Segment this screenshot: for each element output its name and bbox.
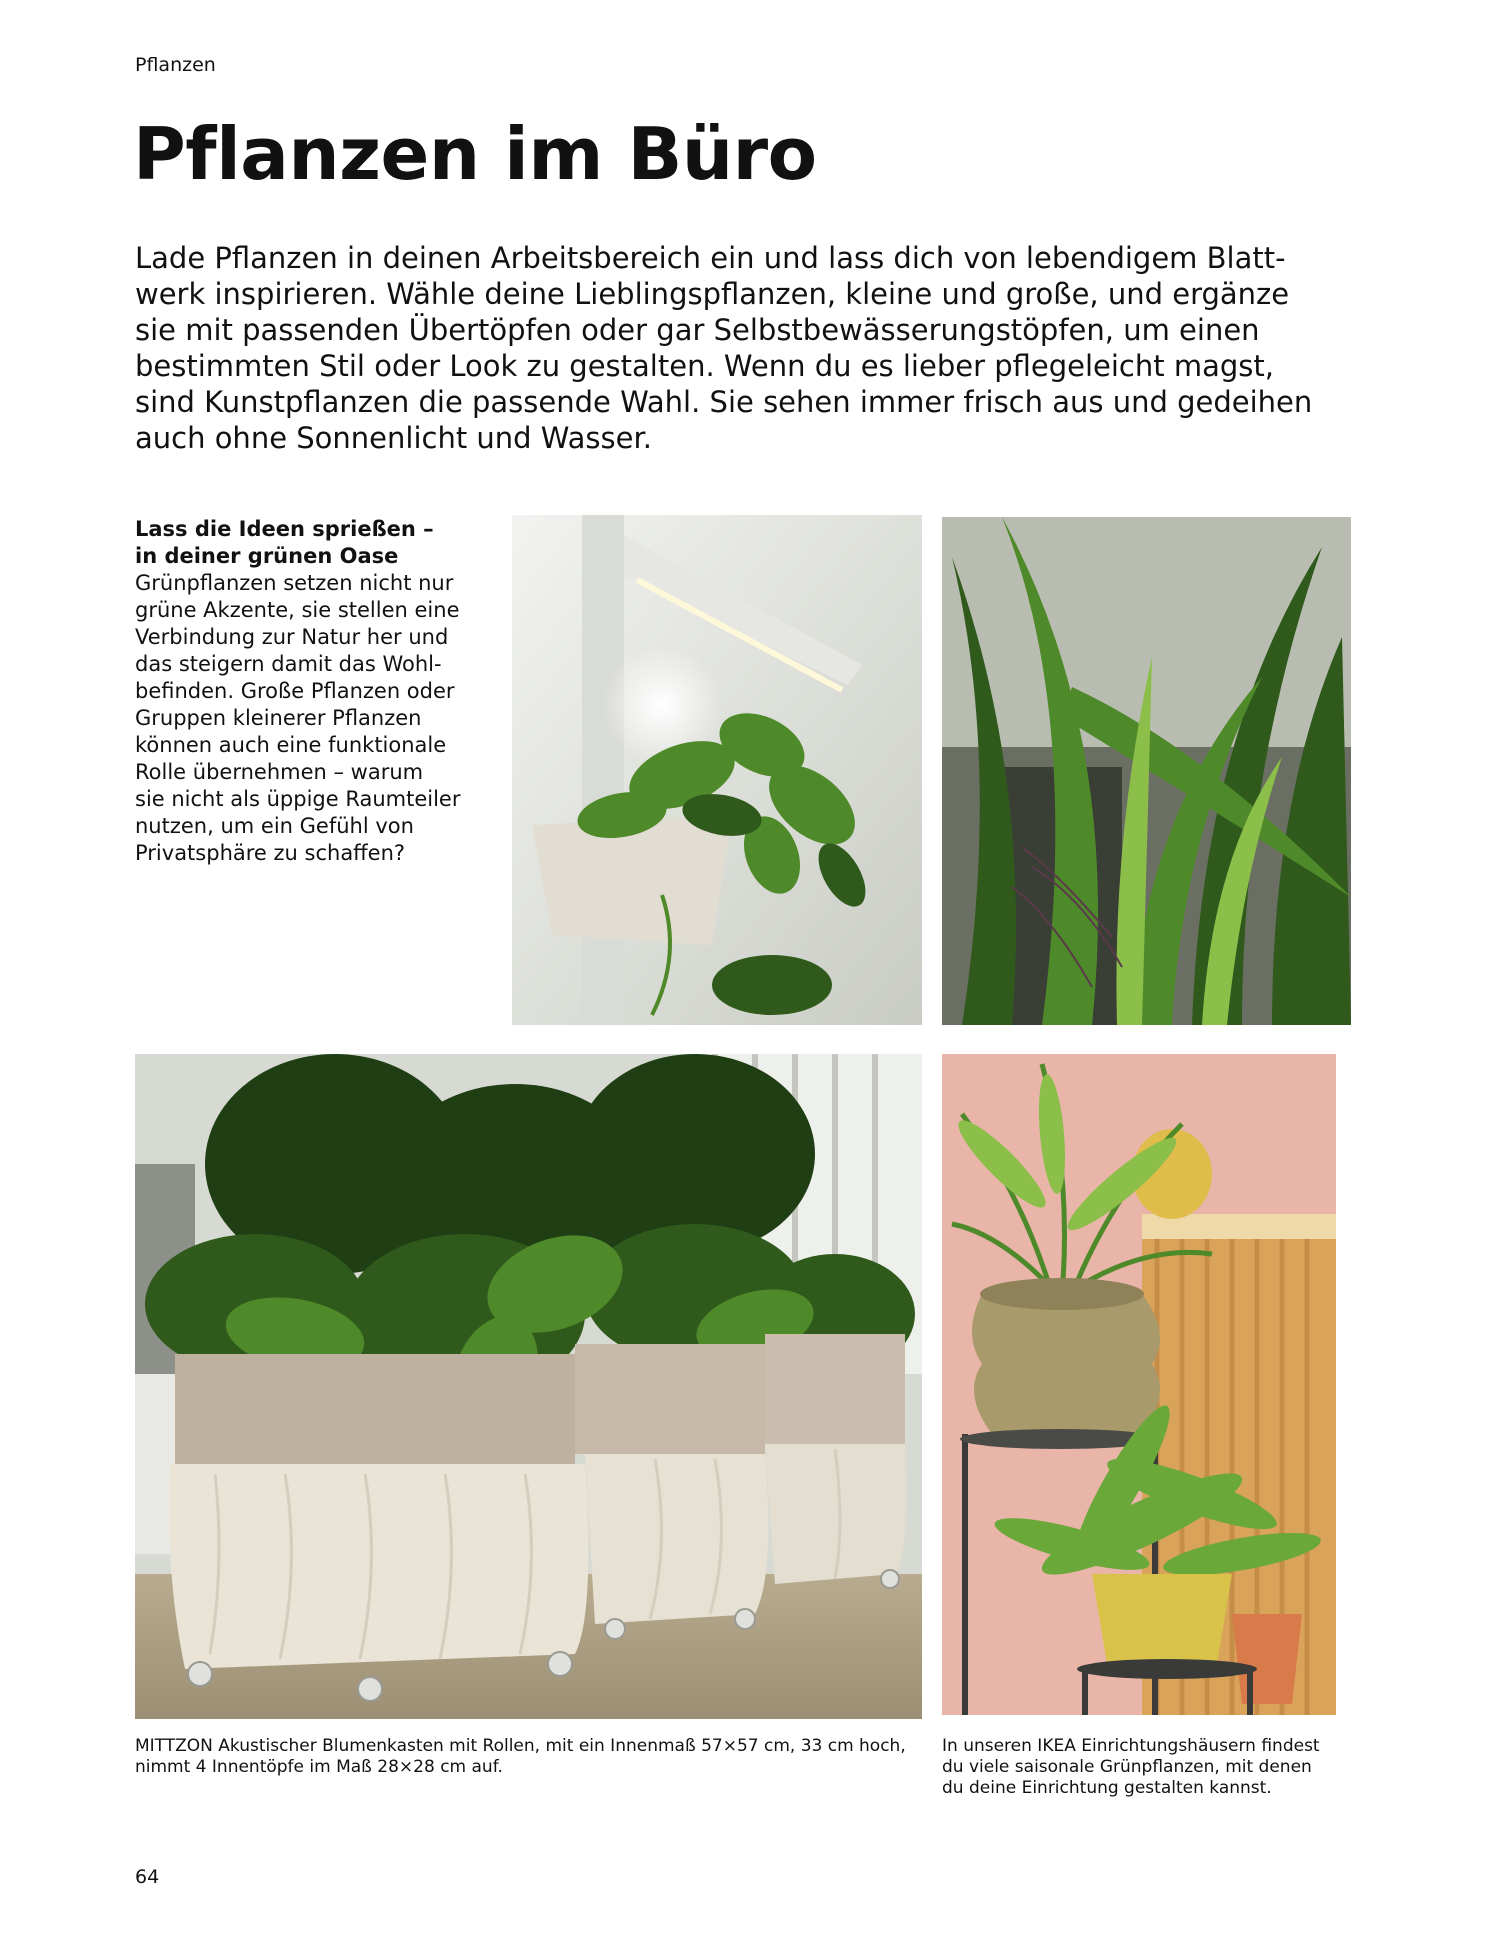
intro-paragraph bbox=[135, 240, 1313, 456]
intro-line: werk inspirieren. Wähle deine Lieblingspflanzen, kleine und große, und ergänze bbox=[135, 277, 1290, 311]
sidebar-body-line: Rolle übernehmen – warum bbox=[135, 760, 424, 784]
caption-line: du deine Einrichtung gestalten kannst. bbox=[942, 1778, 1272, 1798]
intro-line: sie mit passenden Übertöpfen oder gar Selbstbewässerungstöpfen, um einen bbox=[135, 313, 1260, 347]
sidebar-body-line: Grünpflanzen setzen nicht nur bbox=[135, 571, 454, 595]
photo-plant-stand bbox=[942, 1054, 1336, 1715]
photo-palm-leaves-closeup bbox=[942, 517, 1351, 1025]
sidebar-body-line: grüne Akzente, sie stellen eine bbox=[135, 598, 460, 622]
caption-seasonal-plants bbox=[942, 1736, 1320, 1799]
page-title: Pflanzen im Büro bbox=[133, 112, 817, 196]
intro-line: sind Kunstpflanzen die passende Wahl. Sie sehen immer frisch aus und gedeihen bbox=[135, 385, 1313, 419]
page-number: 64 bbox=[135, 1866, 160, 1888]
sidebar-body-line: nutzen, um ein Gefühl von bbox=[135, 814, 414, 838]
section-label: Pflanzen bbox=[135, 54, 216, 76]
caption-line: MITTZON Akustischer Blumenkasten mit Rollen, mit ein Innenmaß 57×57 cm, 33 cm hoch, bbox=[135, 1736, 906, 1756]
caption-line: du viele saisonale Grünpflanzen, mit denen bbox=[942, 1757, 1312, 1777]
sidebar-body-line: Verbindung zur Natur her und bbox=[135, 625, 449, 649]
intro-line: bestimmten Stil oder Look zu gestalten. Wenn du es lieber pflegeleicht magst, bbox=[135, 349, 1274, 383]
sidebar-body-line: Gruppen kleinerer Pflanzen bbox=[135, 706, 422, 730]
caption-line: nimmt 4 Innentöpfe im Maß 28×28 cm auf. bbox=[135, 1757, 503, 1777]
sidebar-body-line: befinden. Große Pflanzen oder bbox=[135, 679, 455, 703]
photo-pothos-wall-planter bbox=[512, 515, 922, 1025]
sidebar-text bbox=[135, 516, 480, 867]
sidebar-body-line: sie nicht als üppige Raumteiler bbox=[135, 787, 461, 811]
sidebar-body-line: das steigern damit das Wohl- bbox=[135, 652, 442, 676]
intro-line: auch ohne Sonnenlicht und Wasser. bbox=[135, 421, 652, 455]
caption-mittzon bbox=[135, 1736, 906, 1778]
sidebar-body-line: Privatsphäre zu schaffen? bbox=[135, 841, 406, 865]
sidebar-heading bbox=[135, 516, 480, 570]
caption-line: In unseren IKEA Einrichtungshäusern findest bbox=[942, 1736, 1320, 1756]
sidebar-body bbox=[135, 570, 480, 867]
sidebar-body-line: können auch eine funktionale bbox=[135, 733, 447, 757]
intro-line: Lade Pflanzen in deinen Arbeitsbereich ein und lass dich von lebendigem Blatt- bbox=[135, 241, 1286, 275]
photo-mittzon-planters bbox=[135, 1054, 922, 1719]
sidebar-heading-line: in deiner grünen Oase bbox=[135, 544, 399, 568]
sidebar-heading-line: Lass die Ideen sprießen – bbox=[135, 517, 434, 541]
